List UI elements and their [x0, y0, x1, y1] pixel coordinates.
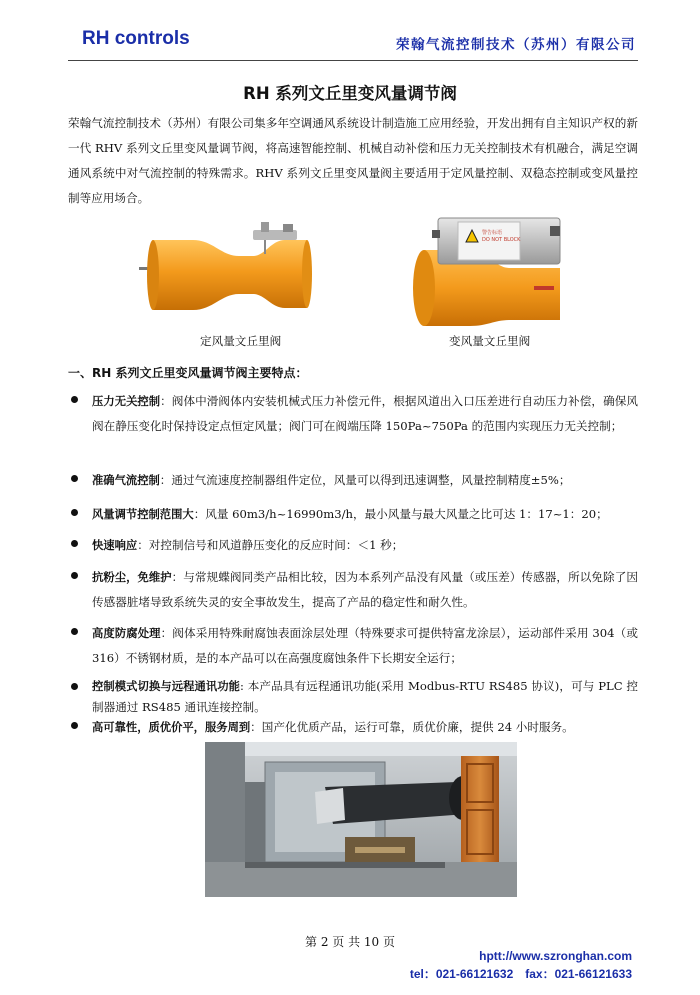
constant-volume-valve-caption: 定风量文丘里阀 — [200, 334, 282, 348]
feature-item-pressure-independent — [68, 389, 638, 438]
warning-label-text: 警告标语 — [482, 230, 503, 236]
feature-description: ：阀体采用特殊耐腐蚀表面涂层处理（特殊要求可提供特富龙涂层），运动部件采用 304（或 316）不锈钢材质，是的本产品可以在高强度腐蚀条件下长期安全运行； — [92, 626, 638, 665]
feature-description: ：通过气流速度控制器组件定位，风量可以得到迅速调整，风量控制精度±5%； — [159, 473, 571, 487]
contact-info: tel：021-66121632 fax：021-66121633 — [409, 967, 632, 981]
feature-title: 抗粉尘，免维护 — [92, 571, 172, 584]
bullet-icon — [71, 396, 78, 403]
feature-description: ：与常规蝶阀同类产品相比较，因为本系列产品没有风量（或压差）传感器，所以免除了因传感器脏堵导致系统失灵的安全事故发生，提高了产品的稳定性和耐久性。 — [92, 570, 638, 609]
feature-description: ：对控制信号和风道静压变化的反应时间：＜1 秒； — [137, 538, 404, 552]
page-title: RH 系列文丘里变风量调节阀 — [243, 84, 457, 103]
feature-title: 准确气流控制 — [92, 474, 160, 487]
variable-volume-valve-image — [410, 208, 585, 330]
company-name: 荣翰气流控制技术（苏州）有限公司 — [396, 37, 636, 53]
website-link[interactable]: hptt://www.szronghan.com — [479, 949, 632, 963]
feature-title: 快速响应 — [92, 539, 138, 552]
intro-paragraph: 荣翰气流控制技术（苏州）有限公司集多年空调通风系统设计制造施工应用经验，开发出拥有自主知识产权的新一代 RHV 系列文丘里变风量调节阀，将高速智能控制、机械自动补偿和压力无关控制技术有机融合，满足空调通风系统中对气流控制的特殊需求。RHV 系列文丘里变风量阀主要适用于定风量控制、双稳态控制或变风量控制等应用场合。 — [68, 116, 638, 205]
features-section-title: 一、RH 系列文丘里变风量调节阀主要特点： — [68, 366, 308, 380]
brand-logo-text: RH controls — [82, 28, 190, 49]
feature-description: ：阀体中滑阀体内安装机械式压力补偿元件，根据风道出入口压差进行自动压力补偿，确保风阀在静压变化时保持设定点恒定风量；阀门可在阀端压降 150Pa~750Pa 的范围内实现压力无关控制； — [92, 394, 638, 433]
feature-item-wide-range — [68, 502, 638, 527]
bullet-icon — [71, 572, 78, 579]
feature-description: ：国产化优质产品，运行可靠，质优价廉，提供 24 小时服务。 — [250, 720, 574, 734]
feature-title: 压力无关控制 — [92, 395, 161, 408]
bullet-icon — [71, 683, 78, 690]
feature-item-remote-communication — [68, 676, 638, 717]
feature-description: : 本产品具有远程通讯功能(采用 Modbus-RTU RS485 协议)，可与 PLC 控制器通过 RS485 通讯连接控制。 — [92, 679, 638, 714]
feature-item-reliability — [68, 715, 638, 740]
feature-title: 高可靠性，质优价平，服务周到 — [92, 721, 251, 734]
feature-item-dust-resistant — [68, 565, 638, 614]
constant-volume-valve-image — [135, 218, 315, 318]
bullet-icon — [71, 475, 78, 482]
bullet-icon — [71, 628, 78, 635]
feature-item-accurate-control — [68, 468, 638, 493]
bullet-icon — [71, 722, 78, 729]
page-number: 第 2 页 共 10 页 — [305, 935, 395, 949]
feature-title: 风量调节控制范围大 — [92, 508, 194, 521]
feature-title: 控制模式切换与远程通讯功能 — [92, 680, 241, 693]
test-lab-photo — [205, 742, 517, 897]
bullet-icon — [71, 509, 78, 516]
do-not-block-label: DO NOT BLOCK — [482, 237, 521, 243]
header-divider — [68, 60, 638, 61]
feature-item-corrosion-protection — [68, 621, 638, 670]
feature-item-fast-response — [68, 533, 638, 558]
variable-volume-valve-caption: 变风量文丘里阀 — [449, 334, 531, 348]
bullet-icon — [71, 540, 78, 547]
feature-description: ：风量 60m3/h~16990m3/h，最小风量与最大风量之比可达 1：17~1：20； — [193, 507, 608, 521]
feature-title: 高度防腐处理 — [92, 627, 161, 640]
